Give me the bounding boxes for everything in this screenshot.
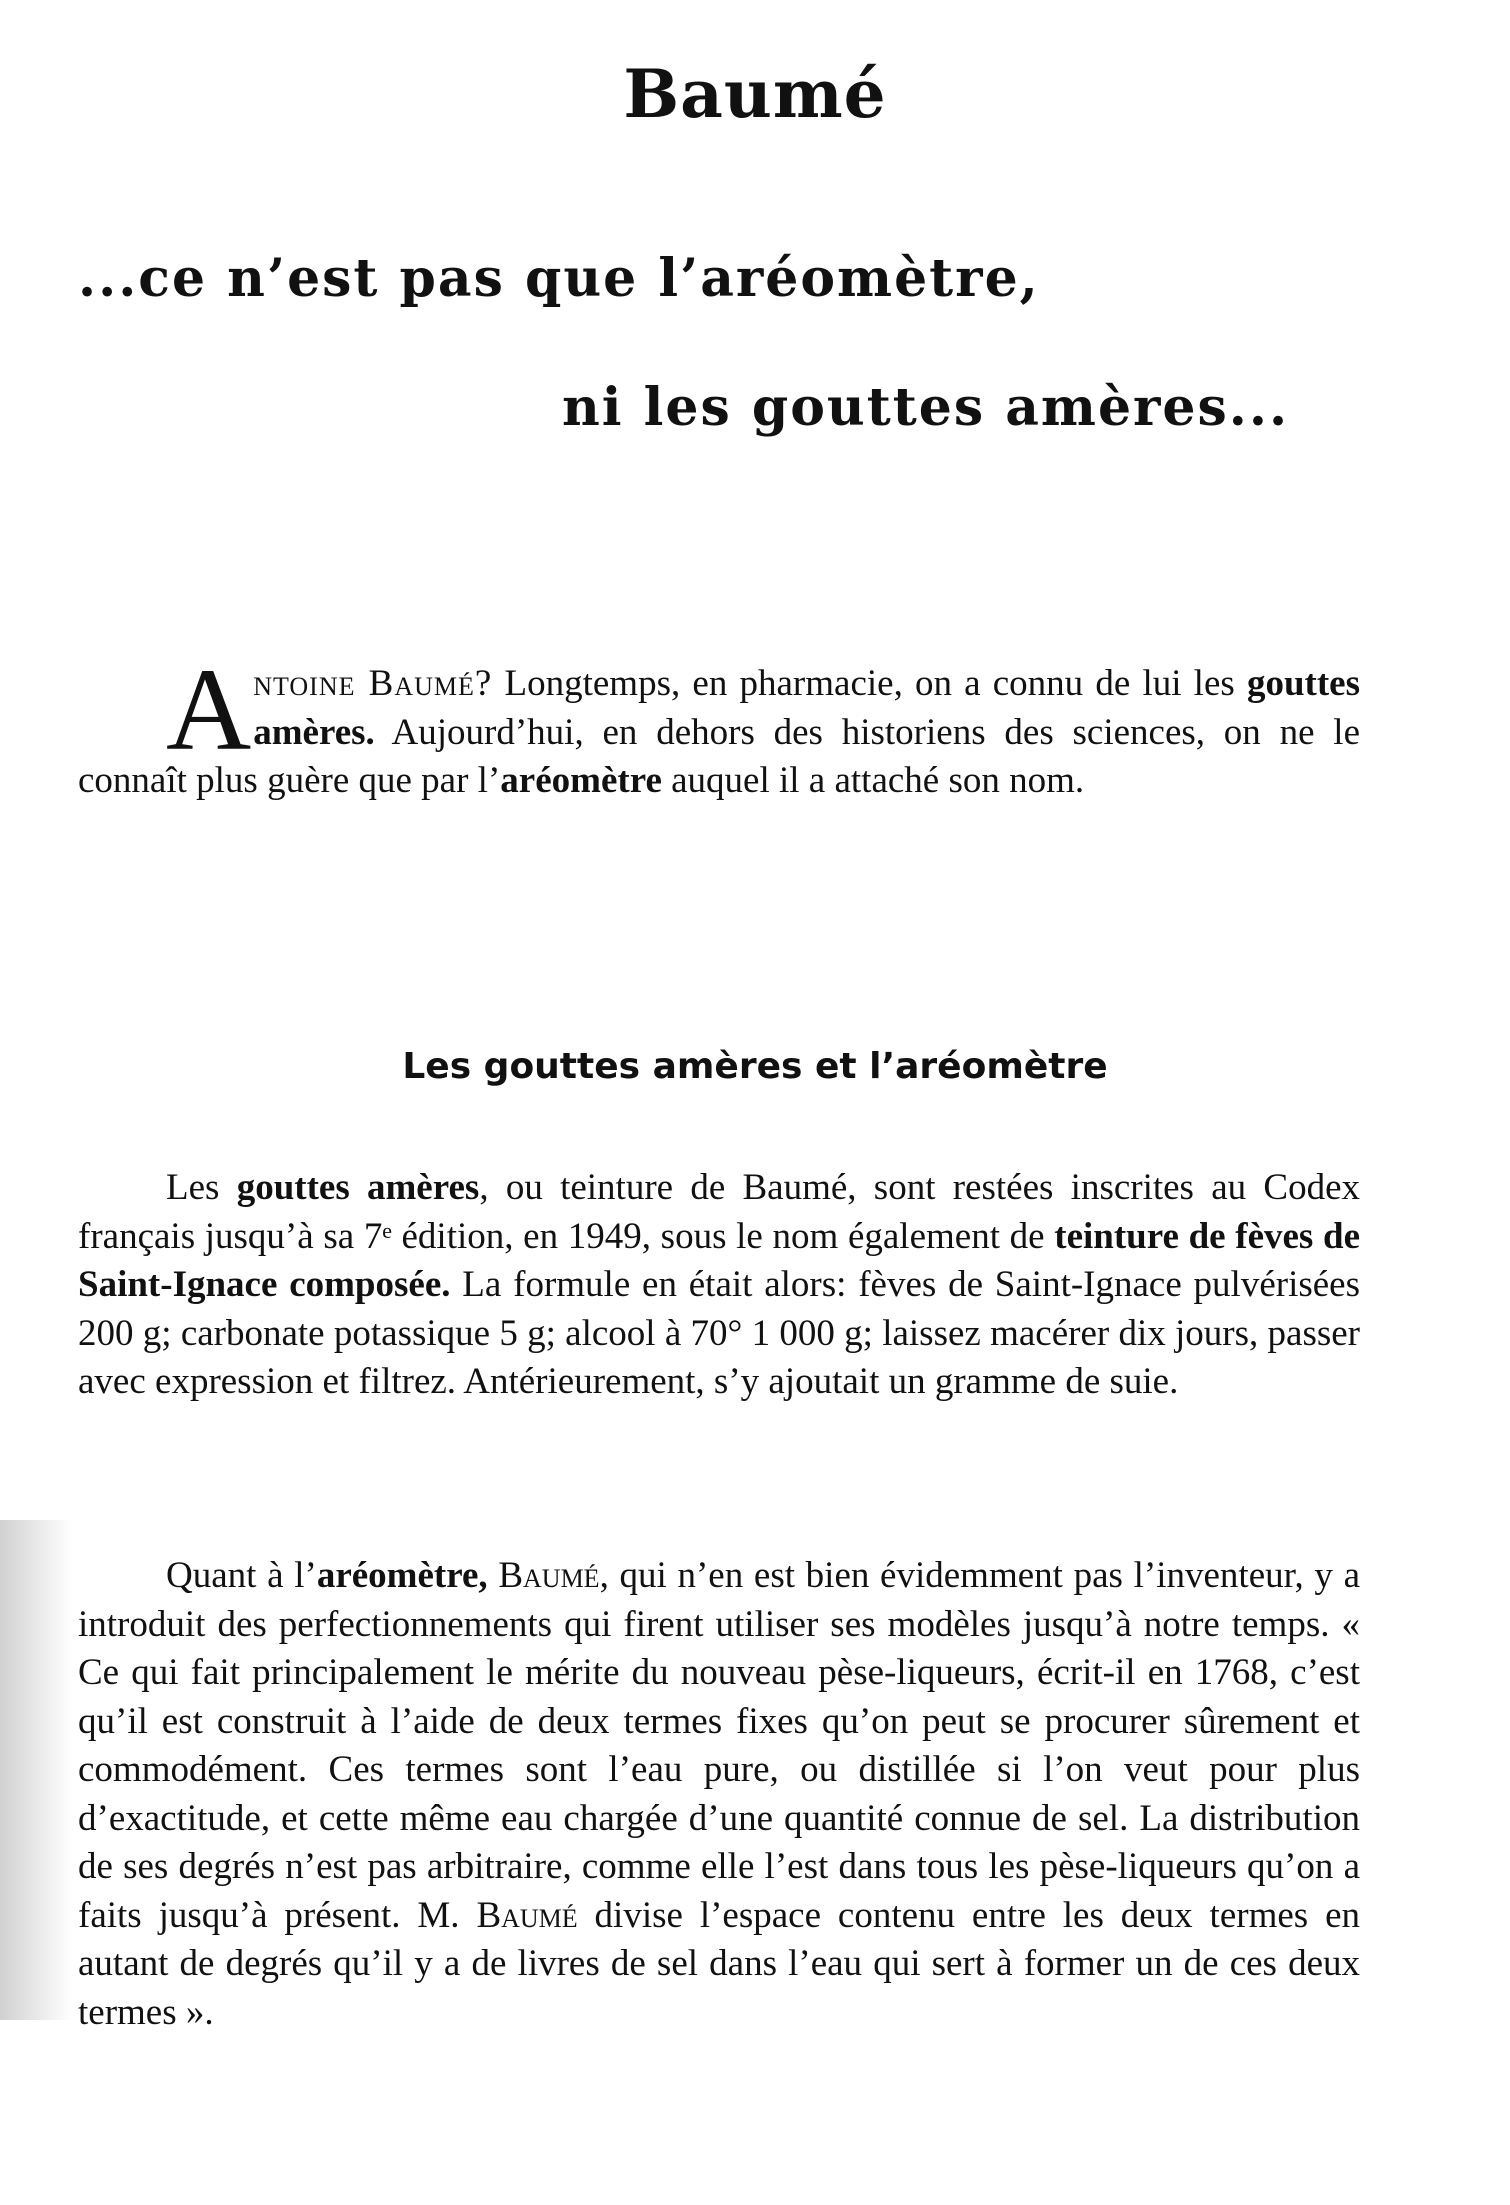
intro-text-2: Aujourd’hui, en dehors des historiens des sciences, on ne le connaît plus guère que par l’ — [78, 711, 1360, 801]
p1-text-2: , ou teinture de Baumé, sont restées inscrites au Codex français jusqu’à sa 7ᵉ édition, en 1949, sous le nom également de — [78, 1167, 1360, 1257]
drop-cap: A — [166, 644, 252, 775]
p1-bold-2: teinture de fèves de Saint-Ignace composée. — [78, 1215, 1360, 1305]
intro-bold-2: aréomètre — [500, 760, 662, 801]
intro-lead-name: ntoine Baumé? — [253, 663, 493, 704]
p1-bold-1: gouttes amères — [236, 1167, 480, 1208]
subtitle-line-2: ni les gouttes amères... — [562, 377, 1290, 438]
paragraph-2 — [78, 1552, 1360, 2037]
p2-text-3: divise l’espace contenu entre les deux termes en autant de degrés qu’il y a de livres de sel dans l’eau qui sert à former un de ces deux termes ». — [78, 1894, 1360, 2033]
p2-bold-1: aréomètre, — [316, 1555, 488, 1596]
subtitle-line-1: ...ce n’est pas que l’aréomètre, — [78, 248, 1040, 309]
p2-smallcaps-1: Baumé — [487, 1555, 600, 1596]
intro-text-3: auquel il a attaché son nom. — [661, 760, 1085, 801]
p2-text-1: Quant à l’ — [166, 1555, 317, 1596]
p1-text-3: La formule en était alors: fèves de Saint-Ignace pulvérisées 200 g; carbonate potassique 5 g; alcool à 70° 1 000 g; laissez macérer dix jours, passer avec expression et filtrez. Antérieurement, s’y ajoutait un gramme de suie. — [78, 1264, 1361, 1402]
intro-text-1: Longtemps, en pharmacie, on a connu de lui les — [492, 663, 1247, 704]
intro-paragraph — [78, 644, 1360, 806]
page-title: Baumé — [623, 55, 887, 133]
intro-bold-1: gouttes amères. — [253, 663, 1360, 753]
scan-shadow — [0, 1520, 72, 2020]
section-heading: Les gouttes amères et l’aréomètre — [402, 1046, 1108, 1087]
p2-smallcaps-2: Baumé — [476, 1894, 578, 1936]
paragraph-1 — [78, 1164, 1360, 1407]
p1-text-1: Les — [166, 1167, 237, 1208]
p2-text-2: , qui n’en est bien évidemment pas l’inventeur, y a introduit des perfectionnements qui firent utiliser ses modèles jusqu’à notre temps. « Ce qui fait principalement le mérite du nouveau pèse-liqueurs, écrit-il en 1768, c’est qu’il est construit à l’aide de deux termes fixes qu’on peut se procurer sûrement et commodément. Ces termes sont l’eau pure, ou distillée si l’on veut pour plus d’exactitude, et cette même eau chargée d’une quantité connue de sel. La distribution de ses degrés n’est pas arbitraire, comme elle l’est dans tous les pèse-liqueurs qu’on a faits jusqu’à présent. M. — [78, 1555, 1360, 1936]
